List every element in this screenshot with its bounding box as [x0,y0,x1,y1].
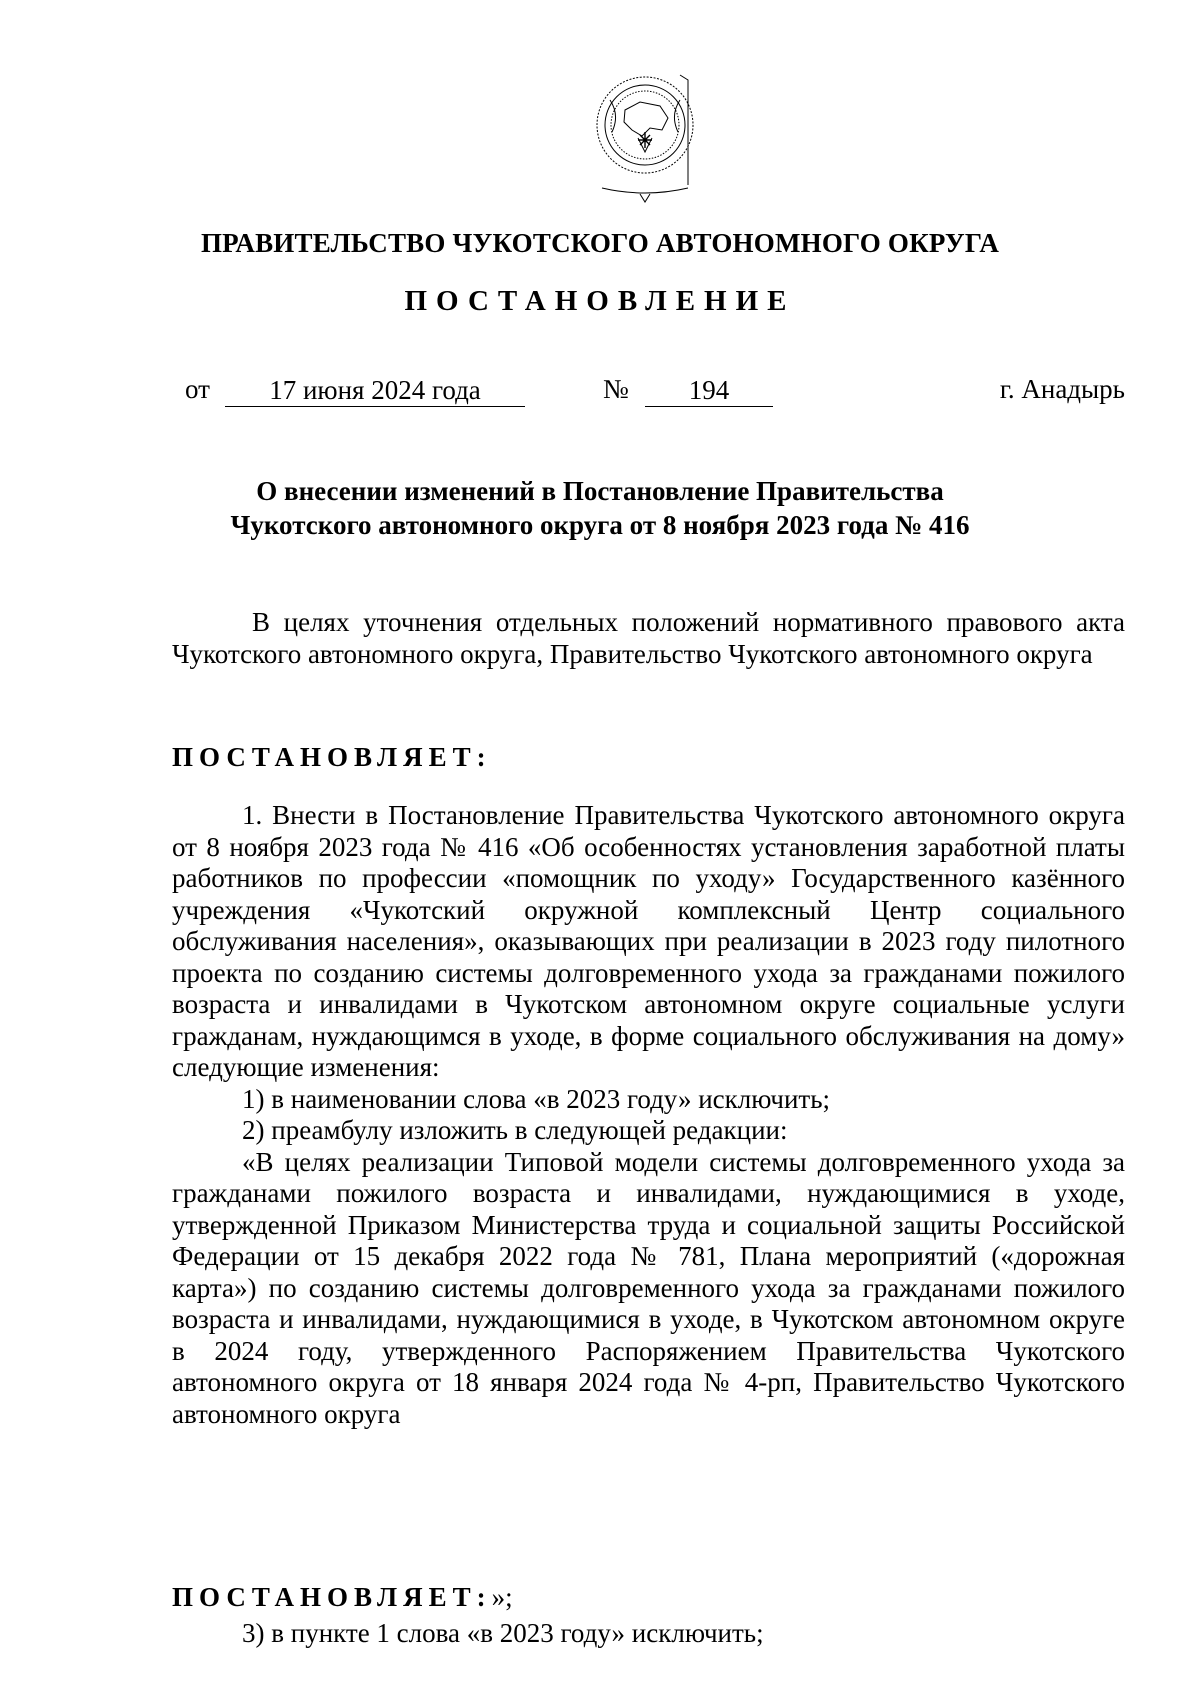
quoted-resolves-tail: »; [491,1582,513,1612]
main-content [172,800,1125,1430]
number-label: № [603,374,629,404]
intro-paragraph [172,607,1125,670]
quoted-resolves-word: ПОСТАНОВЛЯЕТ: [172,1582,492,1612]
document-date: 17 июня 2024 года [225,374,525,407]
sub-item-2: 2) преамбулу изложить в следующей редакции: [242,1115,788,1145]
resolves-heading: ПОСТАНОВЛЯЕТ: [172,742,492,772]
intro-text: В целях уточнения отдельных положений нормативного правового акта Чукотского автономного округа, Правительство Чукотского автономного округа [172,607,1125,669]
title-line-1: О внесении изменений в Постановление Правительства [256,476,944,506]
document-title [0,474,1200,542]
sub-item-3: 3) в пункте 1 слова «в 2023 году» исключить; [242,1618,764,1648]
coat-of-arms-icon [580,70,710,210]
document-type: ПОСТАНОВЛЕНИЕ [404,285,796,317]
document-meta [175,374,1125,414]
date-label: от [185,374,210,404]
title-line-2: Чукотского автономного округа от 8 ноября 2023 года № 416 [230,510,970,540]
quoted-preamble: «В целях реализации Типовой модели системы долговременного ухода за гражданами пожилого возраста и инвалидами, нуждающимися в уходе, утвержденной Приказом Министерства труда и социальной защиты Российской Федерации от 15 декабря 2022 года № 781, Плана мероприятий («дорожная карта») по созданию системы долговременного ухода за гражданами пожилого возраста и инвалидами, нуждающимися в уходе, в Чукотском автономном округе в 2024 году, утвержденного Распоряжением Правительства Чукотского автономного округа от 18 января 2024 года № 4-рп, Правительство Чукотского автономного округа [172,1146,1125,1429]
quoted-resolves-heading [172,1582,513,1613]
document-number: 194 [645,374,773,407]
government-name: ПРАВИТЕЛЬСТВО ЧУКОТСКОГО АВТОНОМНОГО ОКРУГА [200,228,1000,258]
sub-item-1: 1) в наименовании слова «в 2023 году» исключить; [242,1083,831,1114]
item-1: 1. Внести в Постановление Правительства Чукотского автономного округа от 8 ноября 2023 года № 416 «Об особенностях установления заработной платы работников по профессии «помощник по уходу» Государственного казённого учреждения «Чукотский окружной комплексный Центр социального обслуживания населения», оказывающих при реализации в 2023 году пилотного проекта по созданию системы долговременного ухода за гражданами пожилого возраста и инвалидами в Чукотском автономном округе социальные услуги гражданам, нуждающимся в уходе, в форме социального обслуживания на дому» следующие изменения: [172,800,1125,1082]
last-content [172,1618,1125,1650]
document-city: г. Анадырь [999,374,1125,404]
